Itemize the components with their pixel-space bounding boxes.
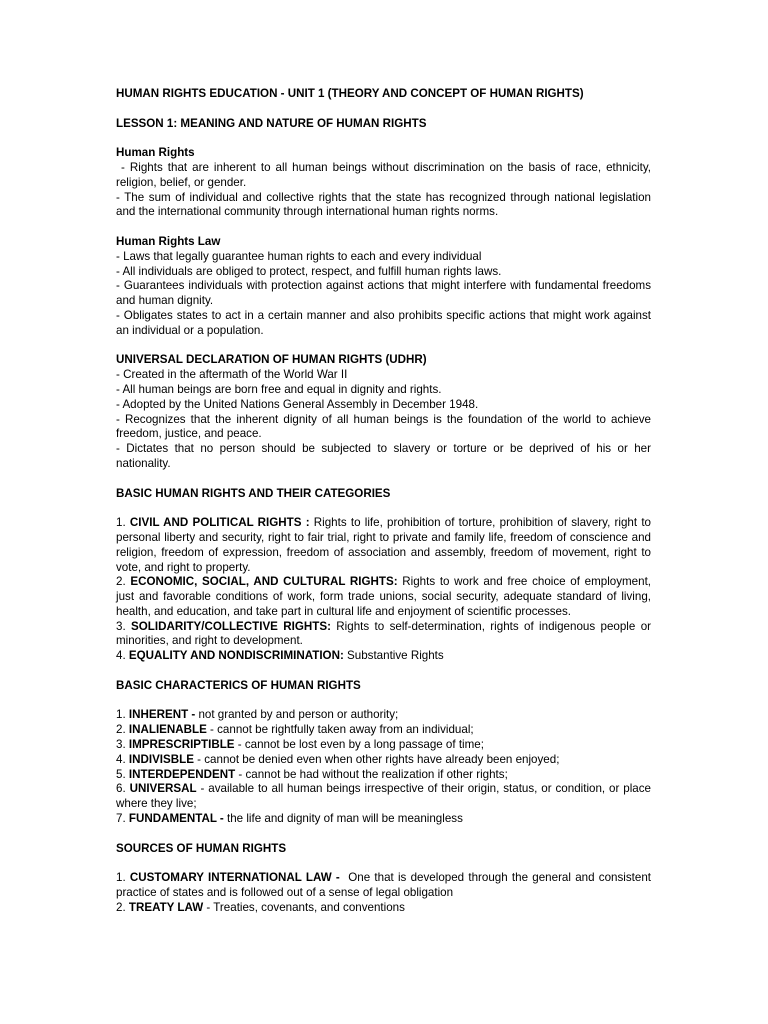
document-body — [116, 87, 655, 916]
section-heading-categories: BASIC HUMAN RIGHTS AND THEIR CATEGORIES — [116, 486, 391, 500]
paragraph-line: - Laws that legally guarantee human rights to each and every individual — [116, 249, 482, 263]
paragraph-line: - Recognizes that the inherent dignity of all human beings is the foundation of the world to achieve freedom, justice, and peace. — [116, 412, 651, 441]
list-text: Rights to work and free choice of employment, just and favorable conditions of work, form trade unions, social security, adequate standard of living, health, and education, and take part in cultural life and enjoyment of scientific processes. — [116, 575, 652, 618]
list-number: 5. — [116, 767, 129, 781]
list-term: INDIVISBLE — [128, 752, 194, 766]
paragraph-line: - Adopted by the United Nations General Assembly in December 1948. — [116, 397, 479, 411]
doc-title: HUMAN RIGHTS EDUCATION - UNIT 1 (THEORY AND CONCEPT OF HUMAN RIGHTS) — [116, 87, 584, 100]
list-number: 1. — [116, 516, 130, 530]
section-heading-human-rights-law: Human Rights Law — [116, 234, 221, 248]
paragraph-line: - Obligates states to act in a certain manner and also prohibits specific actions that might work against an individual or a population. — [116, 308, 651, 337]
list-item — [116, 649, 651, 664]
section-heading-characteristics: BASIC CHARACTERICS OF HUMAN RIGHTS — [116, 678, 361, 692]
list-number: 6. — [116, 782, 130, 796]
list-number: 2. — [116, 575, 131, 589]
paragraph-line: - Dictates that no person should be subjected to slavery or torture or be deprived of his or her nationality. — [116, 442, 651, 470]
paragraph-line: - Rights that are inherent to all human beings without discrimination on the basis of race, ethnicity, religion, belief, or gender. — [116, 160, 655, 189]
list-text: - cannot be denied even when other rights have already been enjoyed; — [193, 752, 560, 766]
list-text: - cannot be rightfully taken away from an individual; — [206, 723, 474, 737]
list-text: - available to all human beings irrespective of their origin, status, or condition, or place where they live; — [116, 782, 651, 811]
list-item — [116, 516, 651, 575]
lesson-title: LESSON 1: MEANING AND NATURE OF HUMAN RIGHTS — [116, 116, 427, 130]
list-item — [116, 708, 651, 723]
list-item — [116, 871, 655, 901]
section-heading-sources: SOURCES OF HUMAN RIGHTS — [116, 841, 287, 855]
list-term: EQUALITY AND NONDISCRIMINATION: — [128, 649, 344, 663]
list-text: - cannot be had without the realization if other rights; — [235, 767, 508, 781]
list-text: the life and dignity of man will be meaningless — [223, 812, 463, 826]
list-term: INTERDEPENDENT — [128, 767, 236, 781]
list-number: 3. — [116, 619, 132, 633]
list-text: - Treaties, covenants, and conventions — [203, 900, 405, 914]
list-item — [116, 575, 651, 619]
list-number: 4. — [116, 649, 129, 663]
list-text: - cannot be lost even by a long passage of time; — [234, 738, 484, 752]
list-item — [116, 768, 651, 783]
list-item — [116, 812, 651, 827]
section-heading-udhr: UNIVERSAL DECLARATION OF HUMAN RIGHTS (UDHR) — [116, 353, 427, 367]
list-term: CUSTOMARY INTERNATIONAL LAW - — [129, 871, 340, 885]
list-number: 1. — [116, 871, 130, 885]
paragraph-line: - Created in the aftermath of the World War II — [116, 368, 348, 382]
list-number: 1. — [116, 708, 129, 722]
paragraph-line: - All individuals are obliged to protect, respect, and fulfill human rights laws. — [116, 264, 502, 278]
list-term: INHERENT - — [128, 708, 196, 722]
list-term: FUNDAMENTAL - — [128, 812, 224, 826]
paragraph-line: - The sum of individual and collective rights that the state has recognized through national legislation and the international community through international human rights norms. — [116, 190, 651, 219]
list-term: ECONOMIC, SOCIAL, AND CULTURAL RIGHTS: — [130, 575, 398, 589]
list-text: One that is developed through the general and consistent practice of states and is followed out of a sense of legal obligation — [116, 871, 655, 900]
list-term: INALIENABLE — [128, 723, 207, 737]
list-text: Rights to self-determination, rights of indigenous people or minorities, and right to development. — [116, 619, 651, 648]
list-term: SOLIDARITY/COLLECTIVE RIGHTS: — [131, 619, 331, 633]
list-item — [116, 901, 651, 916]
list-text: Rights to life, prohibition of torture, prohibition of slavery, right to personal liberty and security, right to fair trial, right to private and family life, freedom of conscience and religion, freedom of expression, freedom of association and assembly, freedom of movement, right to vote, and right to property. — [116, 516, 651, 574]
list-term: UNIVERSAL — [129, 782, 197, 796]
list-number: 7. — [116, 812, 129, 826]
section-heading-human-rights: Human Rights — [116, 146, 195, 160]
paragraph-line: - All human beings are born free and equal in dignity and rights. — [116, 382, 442, 396]
list-item — [116, 738, 651, 753]
list-number: 2. — [116, 723, 129, 737]
list-item — [116, 723, 651, 738]
paragraph-line: - Guarantees individuals with protection against actions that might interfere with fundamental freedoms and human dignity. — [116, 279, 651, 308]
list-term: CIVIL AND POLITICAL RIGHTS : — [129, 516, 310, 530]
list-term: IMPRESCRIPTIBLE — [128, 738, 235, 752]
list-number: 4. — [116, 752, 129, 766]
list-text: not granted by and person or authority; — [195, 708, 399, 722]
list-item — [116, 620, 651, 650]
list-number: 2. — [116, 900, 129, 914]
list-term: TREATY LAW — [128, 900, 204, 914]
list-number: 3. — [116, 738, 129, 752]
list-item — [116, 782, 651, 812]
list-text: Substantive Rights — [343, 649, 444, 663]
list-item — [116, 753, 651, 768]
